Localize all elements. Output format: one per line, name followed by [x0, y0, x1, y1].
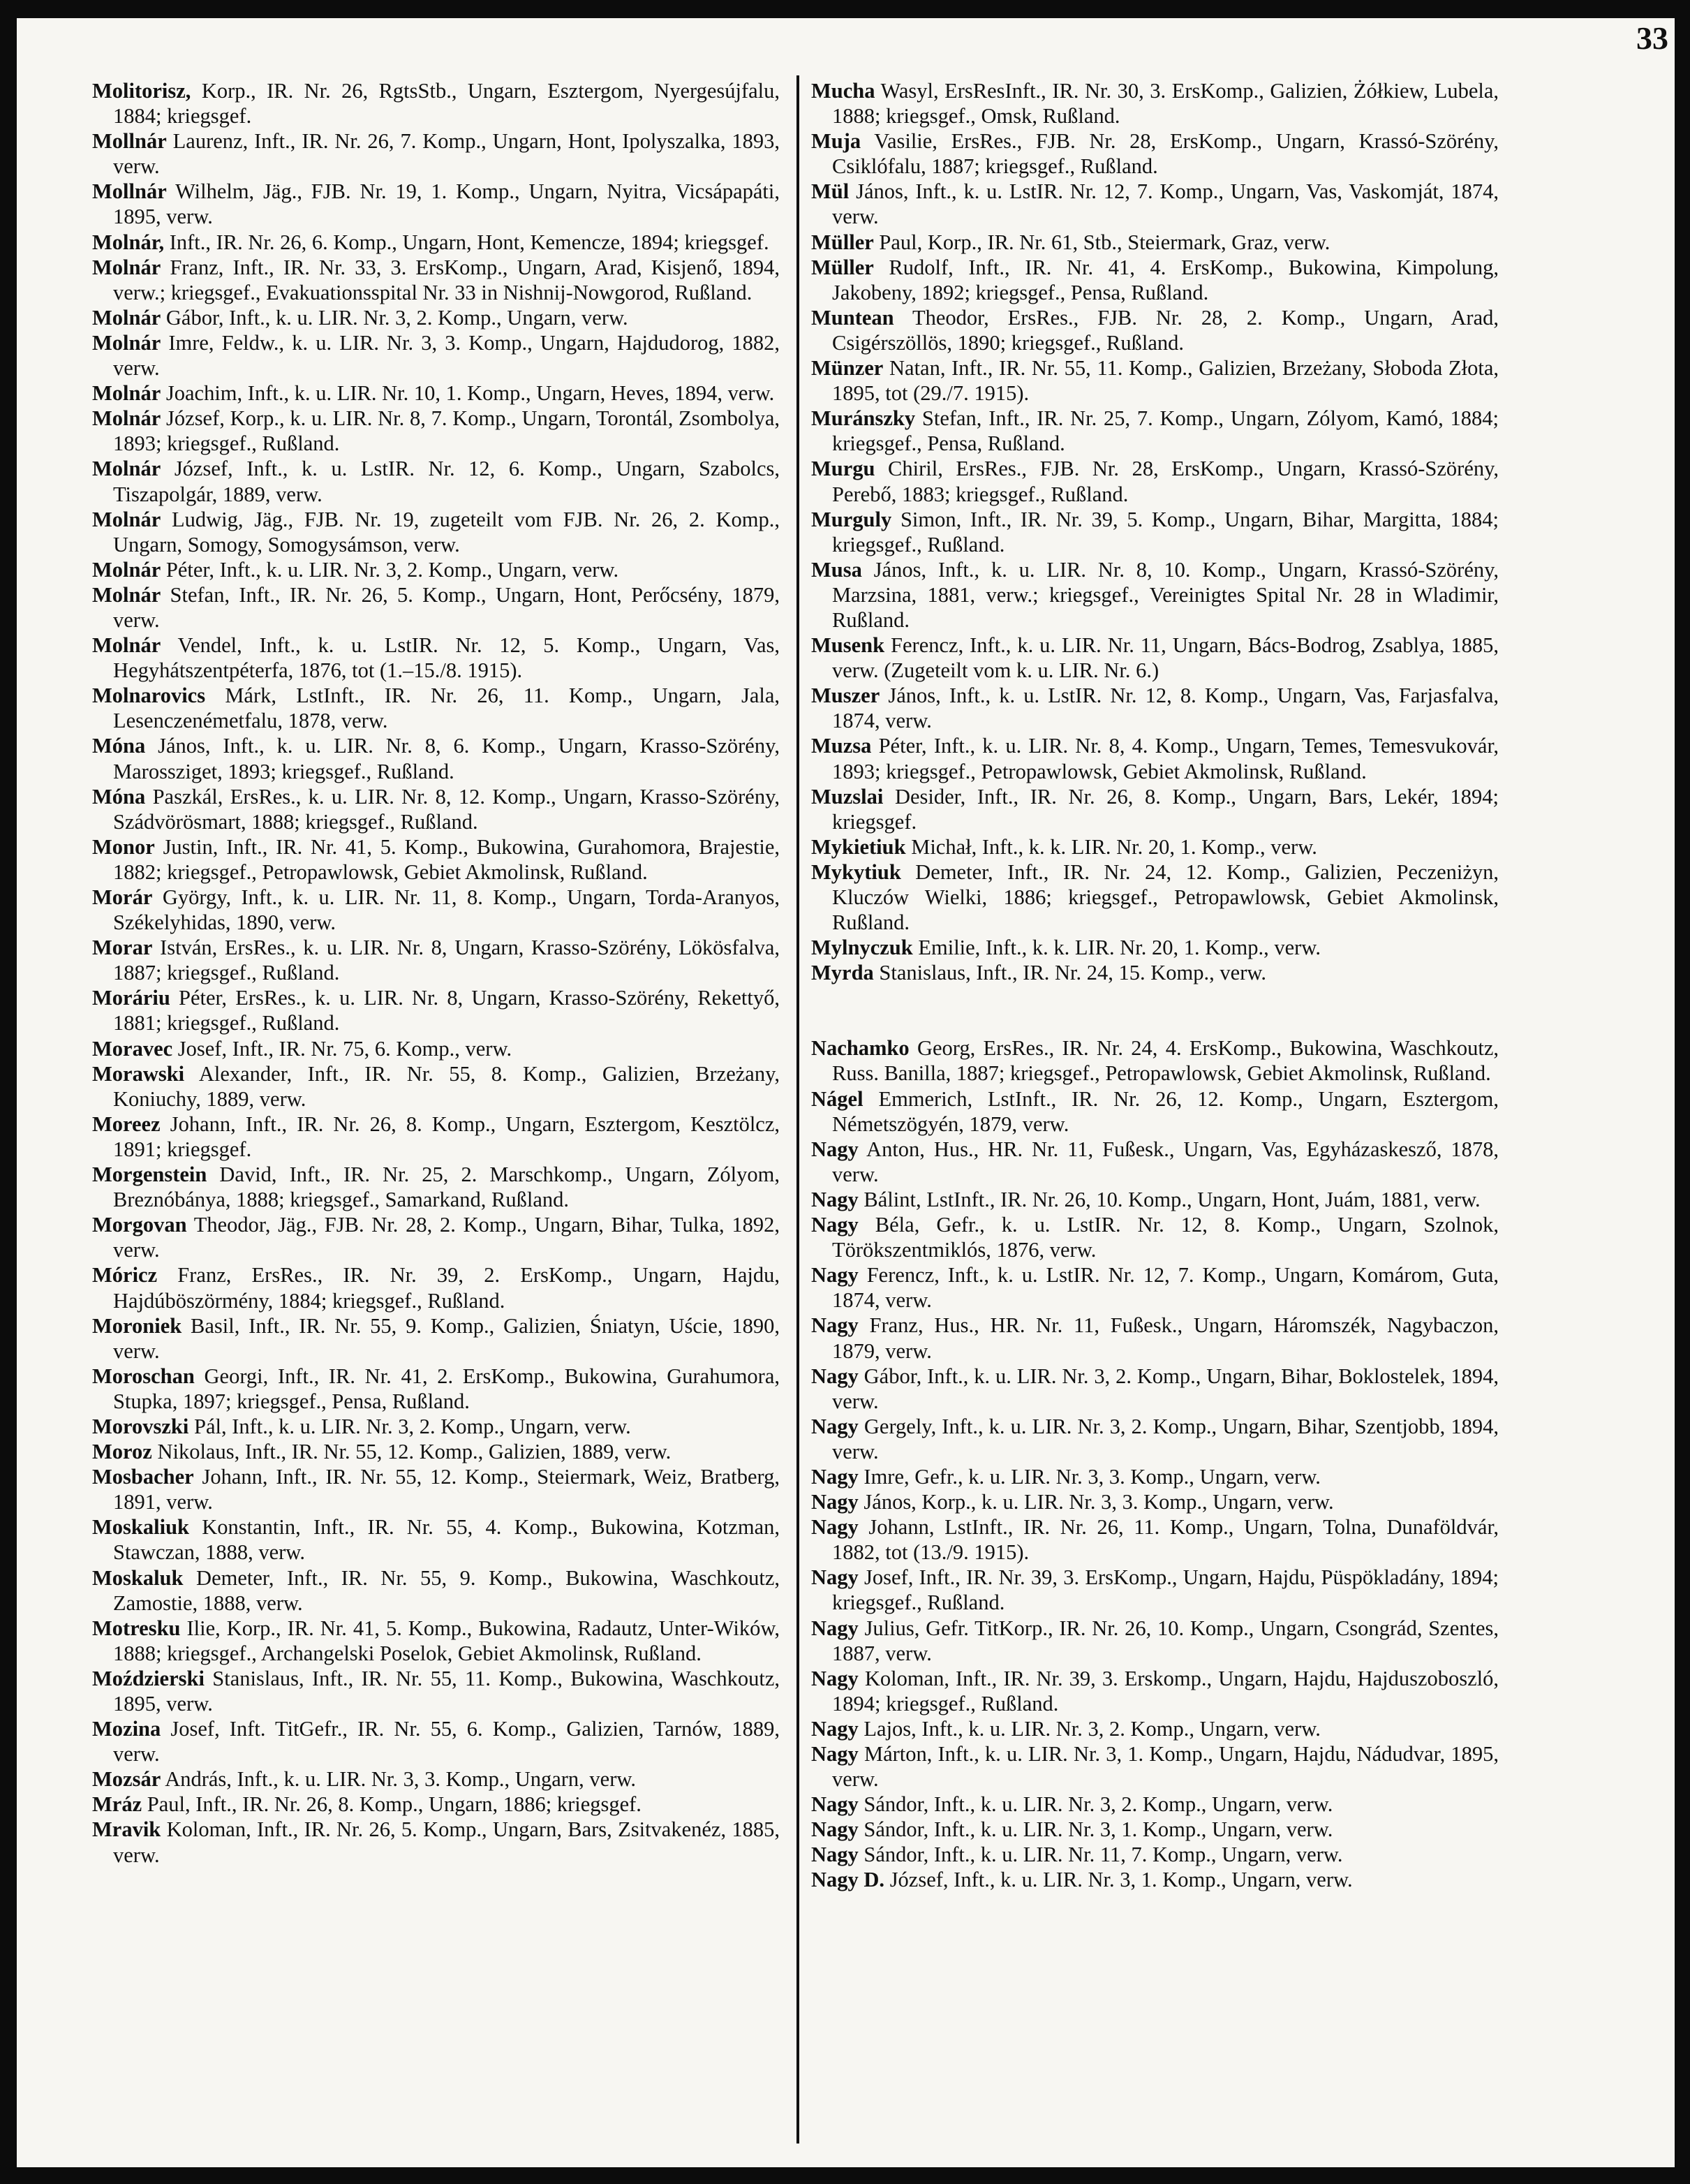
- list-entry: [811, 733, 1499, 783]
- list-entry: [811, 1616, 1499, 1666]
- list-entry: [92, 834, 780, 885]
- list-entry: [811, 834, 1499, 859]
- entry-details: Lajos, Inft., k. u. LIR. Nr. 3, 2. Komp., Ungarn, verw.: [863, 1716, 1321, 1741]
- right-column-m-section: [811, 78, 1499, 985]
- entry-surname: Molnár: [92, 305, 161, 330]
- entry-details: Gergely, Inft., k. u. LIR. Nr. 3, 2. Komp., Ungarn, Bihar, Szentjobb, 1894, verw.: [832, 1414, 1499, 1463]
- entry-surname: Moskaliuk: [92, 1515, 189, 1540]
- entry-surname: Nagy D.: [811, 1868, 885, 1892]
- entry-details: Franz, Hus., HR. Nr. 11, Fußesk., Ungarn, Háromszék, Nagybaczon, 1879, verw.: [832, 1313, 1499, 1363]
- entry-details: Péter, Inft., k. u. LIR. Nr. 3, 2. Komp., Ungarn, verw.: [165, 557, 619, 582]
- list-entry: [811, 1035, 1499, 1086]
- entry-surname: Moroz: [92, 1440, 152, 1464]
- entry-surname: Nagy: [811, 1792, 859, 1817]
- entry-details: János, Inft., k. u. LIR. Nr. 8, 6. Komp., Ungarn, Krasso-Szörény, Marossziget, 1893; kriegsgef., Rußland.: [113, 734, 780, 783]
- list-entry: [92, 1036, 780, 1061]
- entry-surname: Molnár: [92, 255, 161, 279]
- scan-border-left: [0, 0, 17, 2184]
- entry-details: Vasilie, ErsRes., FJB. Nr. 28, ErsKomp., Ungarn, Krassó-Szörény, Csiklófalu, 1887; kriegsgef., Rußland.: [832, 129, 1499, 179]
- list-entry: [92, 179, 780, 229]
- entry-surname: Münzer: [811, 356, 884, 381]
- entry-details: Franz, ErsRes., IR. Nr. 39, 2. ErsKomp., Ungarn, Hajdu, Hajdúböszörmény, 1884; kriegsgef., Rußland.: [113, 1263, 780, 1313]
- entry-details: Georg, ErsRes., IR. Nr. 24, 4. ErsKomp., Bukowina, Waschkoutz, Russ. Banilla, 1887; kriegsgef., Petropawlowsk, Gebiet Akmolinsk, Rußland.: [832, 1036, 1499, 1086]
- entry-surname: Molitorisz,: [92, 79, 191, 103]
- entry-surname: Mollnár: [92, 129, 167, 154]
- list-entry: [92, 1666, 780, 1716]
- list-entry: [92, 1364, 780, 1414]
- entry-details: Georgi, Inft., IR. Nr. 41, 2. ErsKomp., Bukowina, Gurahumora, Stupka, 1897; kriegsgef., Pensa, Rußland.: [113, 1364, 780, 1413]
- list-entry: [811, 1364, 1499, 1414]
- list-entry: [811, 1666, 1499, 1716]
- list-entry: [811, 1867, 1499, 1892]
- list-entry: [811, 507, 1499, 557]
- entry-details: Béla, Gefr., k. u. LstIR. Nr. 12, 8. Komp., Ungarn, Szolnok, Törökszentmiklós, 1876, verw.: [832, 1213, 1499, 1262]
- list-entry: [92, 1313, 780, 1364]
- list-entry: [811, 1262, 1499, 1313]
- entry-surname: Muzslai: [811, 784, 884, 809]
- entry-details: Demeter, Inft., IR. Nr. 55, 9. Komp., Bukowina, Waschkoutz, Zamostie, 1888, verw.: [113, 1565, 780, 1615]
- entry-surname: Moravec: [92, 1036, 173, 1061]
- entry-surname: Mravik: [92, 1817, 161, 1842]
- entry-details: Demeter, Inft., IR. Nr. 24, 12. Komp., Galizien, Peczeniżyn, Kluczów Wielki, 1886; kriegsgef., Petropawlowsk, Gebiet Akmolinsk, Rußland.: [832, 859, 1499, 935]
- entry-details: József, Korp., k. u. LIR. Nr. 8, 7. Komp., Ungarn, Torontál, Zsombolya, 1893; kriegsgef., Rußland.: [113, 406, 780, 456]
- entry-surname: Mykietiuk: [811, 834, 906, 859]
- list-entry: [811, 230, 1499, 255]
- entry-details: Wilhelm, Jäg., FJB. Nr. 19, 1. Komp., Ungarn, Nyitra, Vicsápapáti, 1895, verw.: [113, 179, 780, 229]
- entry-details: Ilie, Korp., IR. Nr. 41, 5. Komp., Bukowina, Radautz, Unter-Wików, 1888; kriegsgef., Archangelski Poselok, Gebiet Akmolinsk, Rußland.: [113, 1616, 780, 1665]
- list-entry: [92, 1414, 780, 1439]
- entry-details: Chiril, ErsRes., FJB. Nr. 28, ErsKomp., Ungarn, Krassó-Szörény, Perebő, 1883; kriegsgef., Rußland.: [832, 457, 1499, 506]
- entry-surname: Móricz: [92, 1263, 158, 1287]
- entry-details: Stefan, Inft., IR. Nr. 25, 7. Komp., Ungarn, Zólyom, Kamó, 1884; kriegsgef., Pensa, Rußland.: [832, 406, 1499, 456]
- entry-details: Simon, Inft., IR. Nr. 39, 5. Komp., Ungarn, Bihar, Margitta, 1884; kriegsgef., Rußland.: [832, 507, 1499, 556]
- list-entry: [811, 1716, 1499, 1741]
- entry-surname: Nachamko: [811, 1036, 910, 1061]
- list-entry: [92, 1112, 780, 1162]
- list-entry: [92, 456, 780, 506]
- list-entry: [811, 1565, 1499, 1615]
- entry-surname: Nagy: [811, 1666, 859, 1690]
- entry-surname: Molnarovics: [92, 684, 206, 708]
- entry-details: Stefan, Inft., IR. Nr. 26, 5. Komp., Ungarn, Hont, Perőcsény, 1879, verw.: [113, 582, 780, 632]
- right-column-n-section: [811, 1035, 1499, 1892]
- entry-surname: Nagy: [811, 1742, 859, 1766]
- entry-surname: Morar: [92, 936, 153, 960]
- entry-details: Péter, ErsRes., k. u. LIR. Nr. 8, Ungarn, Krasso-Szörény, Rekettyő, 1881; kriegsgef., Rußland.: [113, 986, 780, 1035]
- entry-details: József, Inft., k. u. LIR. Nr. 3, 1. Komp., Ungarn, verw.: [889, 1868, 1353, 1892]
- entry-details: János, Inft., k. u. LstIR. Nr. 12, 8. Komp., Ungarn, Vas, Farjasfalva, 1874, verw.: [832, 684, 1499, 733]
- list-entry: [92, 1565, 780, 1616]
- list-entry: [811, 960, 1499, 985]
- list-entry: [811, 355, 1499, 406]
- list-entry: [92, 128, 780, 179]
- list-entry: [92, 1212, 780, 1262]
- entry-surname: Mozsár: [92, 1767, 161, 1792]
- entry-details: Sándor, Inft., k. u. LIR. Nr. 3, 2. Komp., Ungarn, verw.: [863, 1792, 1333, 1817]
- list-entry: [92, 305, 780, 330]
- entry-surname: Murguly: [811, 507, 892, 531]
- entry-details: János, Inft., k. u. LstIR. Nr. 12, 7. Komp., Ungarn, Vas, Vaskomját, 1874, verw.: [832, 179, 1499, 229]
- entry-details: Pál, Inft., k. u. LIR. Nr. 3, 2. Komp., Ungarn, verw.: [194, 1414, 631, 1438]
- entry-surname: Nagy: [811, 1187, 859, 1211]
- entry-details: Gábor, Inft., k. u. LIR. Nr. 3, 2. Komp., Ungarn, Bihar, Boklostelek, 1894, verw.: [832, 1364, 1499, 1413]
- list-entry: [92, 683, 780, 733]
- entry-surname: Moździerski: [92, 1666, 205, 1690]
- list-entry: [811, 1313, 1499, 1363]
- entry-surname: Molnár: [92, 406, 161, 431]
- list-entry: [811, 633, 1499, 683]
- entry-surname: Mollnár: [92, 179, 167, 204]
- entry-surname: Muzsa: [811, 734, 872, 758]
- list-entry: [811, 557, 1499, 633]
- list-entry: [811, 255, 1499, 305]
- scan-border-bottom: [0, 2167, 1690, 2184]
- list-entry: [92, 1792, 780, 1817]
- entry-details: Gábor, Inft., k. u. LIR. Nr. 3, 2. Komp., Ungarn, verw.: [165, 305, 628, 330]
- entry-details: Paul, Inft., IR. Nr. 26, 8. Komp., Ungarn, 1886; kriegsgef.: [147, 1792, 642, 1817]
- entry-surname: Molnár: [92, 457, 161, 481]
- entry-details: András, Inft., k. u. LIR. Nr. 3, 3. Komp., Ungarn, verw.: [165, 1767, 637, 1792]
- list-entry: [92, 633, 780, 683]
- list-entry: [92, 582, 780, 633]
- entry-details: Imre, Gefr., k. u. LIR. Nr. 3, 3. Komp., Ungarn, verw.: [863, 1464, 1321, 1489]
- entry-details: Wasyl, ErsResInft., IR. Nr. 30, 3. ErsKomp., Galizien, Żółkiew, Lubela, 1888; kriegsgef., Omsk, Rußland.: [832, 79, 1499, 128]
- entry-surname: Mozina: [92, 1717, 161, 1741]
- entry-surname: Nagy: [811, 1414, 859, 1438]
- list-entry: [92, 557, 780, 582]
- list-entry: [811, 784, 1499, 834]
- left-column: [92, 78, 780, 2145]
- entry-surname: Monor: [92, 834, 155, 859]
- entry-surname: Molnár: [92, 507, 161, 531]
- list-entry: [92, 1716, 780, 1766]
- list-entry: [811, 406, 1499, 456]
- entry-details: Konstantin, Inft., IR. Nr. 55, 4. Komp., Bukowina, Kotzman, Stawczan, 1888, verw.: [113, 1515, 780, 1565]
- list-entry: [92, 1262, 780, 1313]
- list-entry: [92, 1061, 780, 1112]
- list-entry: [92, 1464, 780, 1514]
- list-entry: [811, 1842, 1499, 1867]
- entry-surname: Mylnyczuk: [811, 936, 913, 960]
- list-entry: [811, 78, 1499, 128]
- list-entry: [92, 406, 780, 456]
- entry-surname: Muntean: [811, 305, 894, 330]
- entry-surname: Molnár: [92, 582, 161, 607]
- list-entry: [811, 1137, 1499, 1187]
- entry-surname: Molnár: [92, 330, 161, 355]
- entry-details: Natan, Inft., IR. Nr. 55, 11. Komp., Galizien, Brzeżany, Słoboda Złota, 1895, tot (29./7. 1915).: [832, 356, 1499, 406]
- entry-details: Basil, Inft., IR. Nr. 55, 9. Komp., Galizien, Śniatyn, Uście, 1890, verw.: [113, 1313, 780, 1363]
- list-entry: [92, 381, 780, 406]
- entry-surname: Nagy: [811, 1364, 859, 1388]
- list-entry: [92, 1439, 780, 1464]
- entry-surname: Nagy: [811, 1464, 859, 1489]
- entry-details: Ferencz, Inft., k. u. LstIR. Nr. 12, 7. Komp., Ungarn, Komárom, Guta, 1874, verw.: [832, 1263, 1499, 1313]
- entry-surname: Moskaluk: [92, 1565, 184, 1590]
- entry-surname: Mül: [811, 179, 850, 204]
- scan-border-top: [0, 0, 1690, 18]
- entry-details: János, Inft., k. u. LIR. Nr. 8, 10. Komp., Ungarn, Krassó-Szörény, Marzsina, 1881, verw.; kriegsgef., Vereinigtes Spital Nr. 28 in Wladimir, Rußland.: [832, 557, 1499, 632]
- entry-details: Paszkál, ErsRes., k. u. LIR. Nr. 8, 12. Komp., Ungarn, Krasso-Szörény, Szádvörösmart, 1888; kriegsgef., Rußland.: [113, 784, 780, 834]
- list-entry: [92, 1766, 780, 1792]
- entry-surname: Nagy: [811, 1137, 859, 1161]
- entry-surname: Moráriu: [92, 986, 170, 1010]
- entry-details: Ludwig, Jäg., FJB. Nr. 19, zugeteilt vom FJB. Nr. 26, 2. Komp., Ungarn, Somogy, Somogysámson, verw.: [113, 507, 780, 556]
- list-entry: [811, 1792, 1499, 1817]
- entry-surname: Mosbacher: [92, 1465, 194, 1489]
- entry-surname: Nagy: [811, 1213, 859, 1237]
- entry-details: Sándor, Inft., k. u. LIR. Nr. 11, 7. Komp., Ungarn, verw.: [863, 1843, 1343, 1867]
- entry-surname: Nagy: [811, 1313, 859, 1338]
- entry-surname: Murgu: [811, 457, 875, 481]
- list-entry: [811, 859, 1499, 935]
- entry-details: Josef, Inft. TitGefr., IR. Nr. 55, 6. Komp., Galizien, Tarnów, 1889, verw.: [113, 1717, 780, 1766]
- entry-surname: Müller: [811, 255, 874, 279]
- page-number: 33: [1636, 20, 1668, 56]
- entry-details: Michał, Inft., k. k. LIR. Nr. 20, 1. Komp., verw.: [911, 834, 1317, 859]
- entry-details: Josef, Inft., IR. Nr. 39, 3. ErsKomp., Ungarn, Hajdu, Püspökladány, 1894; kriegsgef., Rußland.: [832, 1565, 1499, 1615]
- entry-surname: Muszer: [811, 684, 880, 708]
- list-entry: [92, 507, 780, 557]
- list-entry: [811, 1514, 1499, 1565]
- entry-details: Nikolaus, Inft., IR. Nr. 55, 12. Komp., Galizien, 1889, verw.: [157, 1440, 672, 1464]
- entry-details: Koloman, Inft., IR. Nr. 39, 3. Erskomp., Ungarn, Hajdu, Hajduszoboszló, 1894; kriegsgef., Rußland.: [832, 1666, 1499, 1716]
- entry-surname: Mykytiuk: [811, 859, 901, 884]
- list-entry: [811, 935, 1499, 960]
- entry-surname: Moroniek: [92, 1313, 182, 1338]
- entry-details: Johann, Inft., IR. Nr. 55, 12. Komp., Steiermark, Weiz, Bratberg, 1891, verw.: [113, 1465, 780, 1514]
- list-entry: [92, 1514, 780, 1565]
- entry-details: Emilie, Inft., k. k. LIR. Nr. 20, 1. Komp., verw.: [918, 936, 1321, 960]
- entry-details: Rudolf, Inft., IR. Nr. 41, 4. ErsKomp., Bukowina, Kimpolung, Jakobeny, 1892; kriegsgef., Pensa, Rußland.: [832, 255, 1499, 304]
- list-entry: [92, 330, 780, 381]
- column-divider: [796, 75, 799, 2144]
- entry-details: Korp., IR. Nr. 26, RgtsStb., Ungarn, Esztergom, Nyergesújfalu, 1884; kriegsgef.: [113, 79, 780, 128]
- entry-details: Justin, Inft., IR. Nr. 41, 5. Komp., Bukowina, Gurahomora, Brajestie, 1882; kriegsgef., Petropawlowsk, Gebiet Akmolinsk, Rußland.: [113, 834, 780, 884]
- entry-surname: Nagy: [811, 1515, 859, 1540]
- entry-details: János, Korp., k. u. LIR. Nr. 3, 3. Komp., Ungarn, verw.: [863, 1490, 1334, 1514]
- list-entry: [811, 683, 1499, 733]
- entry-details: Theodor, ErsRes., FJB. Nr. 28, 2. Komp., Ungarn, Arad, Csigérszöllös, 1890; kriegsgef., Rußland.: [832, 305, 1499, 355]
- entry-surname: Nagy: [811, 1263, 859, 1287]
- entry-details: Vendel, Inft., k. u. LstIR. Nr. 12, 5. Komp., Ungarn, Vas, Hegyhátszentpéterfa, 1876, tot (1.–15./8. 1915).: [113, 633, 780, 683]
- entry-surname: Molnár,: [92, 230, 165, 254]
- entry-details: Laurenz, Inft., IR. Nr. 26, 7. Komp., Ungarn, Hont, Ipolyszalka, 1893, verw.: [113, 129, 780, 179]
- entry-surname: Nagy: [811, 1565, 859, 1590]
- list-entry: [92, 1162, 780, 1212]
- list-entry: [811, 1086, 1499, 1137]
- entry-surname: Morár: [92, 885, 153, 909]
- entry-details: Sándor, Inft., k. u. LIR. Nr. 3, 1. Komp., Ungarn, verw.: [863, 1817, 1333, 1842]
- entry-surname: Nagy: [811, 1817, 859, 1842]
- entry-surname: Muja: [811, 129, 861, 154]
- entry-details: Franz, Inft., IR. Nr. 33, 3. ErsKomp., Ungarn, Arad, Kisjenő, 1894, verw.; kriegsgef., Evakuationsspital Nr. 33 in Nishnij-Nowgorod, Rußland.: [113, 255, 780, 304]
- section-gap: [811, 985, 1499, 1035]
- entry-details: Paul, Korp., IR. Nr. 61, Stb., Steiermark, Graz, verw.: [879, 230, 1330, 254]
- entry-surname: Motresku: [92, 1616, 181, 1640]
- entry-surname: Moroschan: [92, 1364, 195, 1388]
- list-entry: [811, 1187, 1499, 1212]
- entry-surname: Nagy: [811, 1716, 859, 1741]
- entry-surname: Molnár: [92, 557, 161, 582]
- list-entry: [92, 1616, 780, 1666]
- entry-details: Julius, Gefr. TitKorp., IR. Nr. 26, 10. Komp., Ungarn, Csongrád, Szentes, 1887, verw.: [832, 1616, 1499, 1665]
- entry-details: Inft., IR. Nr. 26, 6. Komp., Ungarn, Hont, Kemencze, 1894; kriegsgef.: [169, 230, 769, 254]
- entry-surname: Morovszki: [92, 1414, 189, 1438]
- entry-details: David, Inft., IR. Nr. 25, 2. Marschkomp., Ungarn, Zólyom, Breznóbánya, 1888; kriegsgef., Samarkand, Rußland.: [113, 1163, 780, 1212]
- entry-surname: Mucha: [811, 79, 875, 103]
- entry-surname: Molnár: [92, 633, 161, 658]
- list-entry: [811, 179, 1499, 229]
- entry-surname: Móna: [92, 784, 146, 809]
- entry-details: Anton, Hus., HR. Nr. 11, Fußesk., Ungarn, Vas, Egyházaskesző, 1878, verw.: [832, 1137, 1499, 1186]
- entry-details: Desider, Inft., IR. Nr. 26, 8. Komp., Ungarn, Bars, Lekér, 1894; kriegsgef.: [832, 784, 1499, 834]
- entry-details: Koloman, Inft., IR. Nr. 26, 5. Komp., Ungarn, Bars, Zsitvakenéz, 1885, verw.: [113, 1817, 780, 1867]
- list-entry: [811, 305, 1499, 355]
- list-entry: [811, 1741, 1499, 1792]
- entry-details: Imre, Feldw., k. u. LIR. Nr. 3, 3. Komp., Ungarn, Hajdudorog, 1882, verw.: [113, 330, 780, 381]
- list-entry: [92, 985, 780, 1035]
- list-entry: [811, 1212, 1499, 1262]
- entry-surname: Nagy: [811, 1490, 859, 1514]
- list-entry: [92, 784, 780, 834]
- entry-details: Ferencz, Inft., k. u. LIR. Nr. 11, Ungarn, Bács-Bodrog, Zsablya, 1885, verw. (Zugeteilt vom k. u. LIR. Nr. 6.): [832, 633, 1499, 683]
- entry-surname: Molnár: [92, 381, 161, 406]
- entry-details: Stanislaus, Inft., IR. Nr. 55, 11. Komp., Bukowina, Waschkoutz, 1895, verw.: [113, 1666, 780, 1716]
- entry-surname: Moreez: [92, 1112, 161, 1136]
- list-entry: [92, 733, 780, 783]
- entry-surname: Nagy: [811, 1843, 859, 1867]
- entry-details: Bálint, LstInft., IR. Nr. 26, 10. Komp., Ungarn, Hont, Juám, 1881, verw.: [863, 1187, 1481, 1211]
- entry-details: Johann, LstInft., IR. Nr. 26, 11. Komp., Ungarn, Tolna, Dunaföldvár, 1882, tot (13./9. 1915).: [832, 1515, 1499, 1565]
- list-entry: [811, 1489, 1499, 1514]
- list-entry: [92, 935, 780, 985]
- entry-details: Joachim, Inft., k. u. LIR. Nr. 10, 1. Komp., Ungarn, Heves, 1894, verw.: [165, 381, 775, 406]
- right-column: [811, 78, 1499, 2145]
- entry-surname: Musenk: [811, 633, 885, 658]
- entry-details: Alexander, Inft., IR. Nr. 55, 8. Komp., Galizien, Brzeżany, Koniuchy, 1889, verw.: [113, 1061, 780, 1111]
- list-entry: [811, 1817, 1499, 1842]
- scan-border-right: [1675, 0, 1690, 2184]
- entry-surname: Morgovan: [92, 1213, 187, 1237]
- entry-details: Johann, Inft., IR. Nr. 26, 8. Komp., Ungarn, Esztergom, Kesztölcz, 1891; kriegsgef.: [113, 1112, 780, 1161]
- list-entry: [811, 456, 1499, 506]
- list-entry: [92, 78, 780, 128]
- list-entry: [811, 1464, 1499, 1489]
- entry-surname: Morawski: [92, 1061, 185, 1086]
- entry-surname: Musa: [811, 557, 862, 582]
- list-entry: [811, 128, 1499, 179]
- entry-details: Josef, Inft., IR. Nr. 75, 6. Komp., verw.: [177, 1036, 512, 1061]
- entry-details: Emmerich, LstInft., IR. Nr. 26, 12. Komp., Ungarn, Esztergom, Németszögyén, 1879, verw.: [832, 1086, 1499, 1136]
- entry-surname: Morgenstein: [92, 1163, 207, 1187]
- entry-surname: Nágel: [811, 1086, 863, 1111]
- entry-surname: Móna: [92, 734, 146, 758]
- entry-surname: Mráz: [92, 1792, 142, 1817]
- entry-surname: Muránszky: [811, 406, 916, 431]
- entry-surname: Nagy: [811, 1616, 859, 1640]
- list-entry: [92, 230, 780, 255]
- entry-details: Stanislaus, Inft., IR. Nr. 24, 15. Komp., verw.: [879, 961, 1267, 985]
- entry-details: József, Inft., k. u. LstIR. Nr. 12, 6. Komp., Ungarn, Szabolcs, Tiszapolgár, 1889, verw.: [113, 457, 780, 506]
- entry-surname: Müller: [811, 230, 874, 254]
- entry-surname: Myrda: [811, 961, 874, 985]
- list-entry: [92, 1817, 780, 1867]
- list-entry: [811, 1414, 1499, 1464]
- entry-details: Péter, Inft., k. u. LIR. Nr. 8, 4. Komp., Ungarn, Temes, Temesvukovár, 1893; kriegsgef., Petropawlowsk, Gebiet Akmolinsk, Rußland.: [832, 734, 1499, 783]
- entry-details: György, Inft., k. u. LIR. Nr. 11, 8. Komp., Ungarn, Torda-Aranyos, Székelyhidas, 1890, verw.: [113, 885, 780, 935]
- entry-details: Theodor, Jäg., FJB. Nr. 28, 2. Komp., Ungarn, Bihar, Tulka, 1892, verw.: [113, 1213, 780, 1262]
- entry-details: István, ErsRes., k. u. LIR. Nr. 8, Ungarn, Krasso-Szörény, Lökösfalva, 1887; kriegsgef., Rußland.: [113, 936, 780, 985]
- entry-details: Márk, LstInft., IR. Nr. 26, 11. Komp., Ungarn, Jala, Lesenczenémetfalu, 1878, verw.: [113, 684, 780, 733]
- list-entry: [92, 885, 780, 935]
- list-entry: [92, 255, 780, 305]
- entry-details: Márton, Inft., k. u. LIR. Nr. 3, 1. Komp., Ungarn, Hajdu, Nádudvar, 1895, verw.: [832, 1742, 1499, 1792]
